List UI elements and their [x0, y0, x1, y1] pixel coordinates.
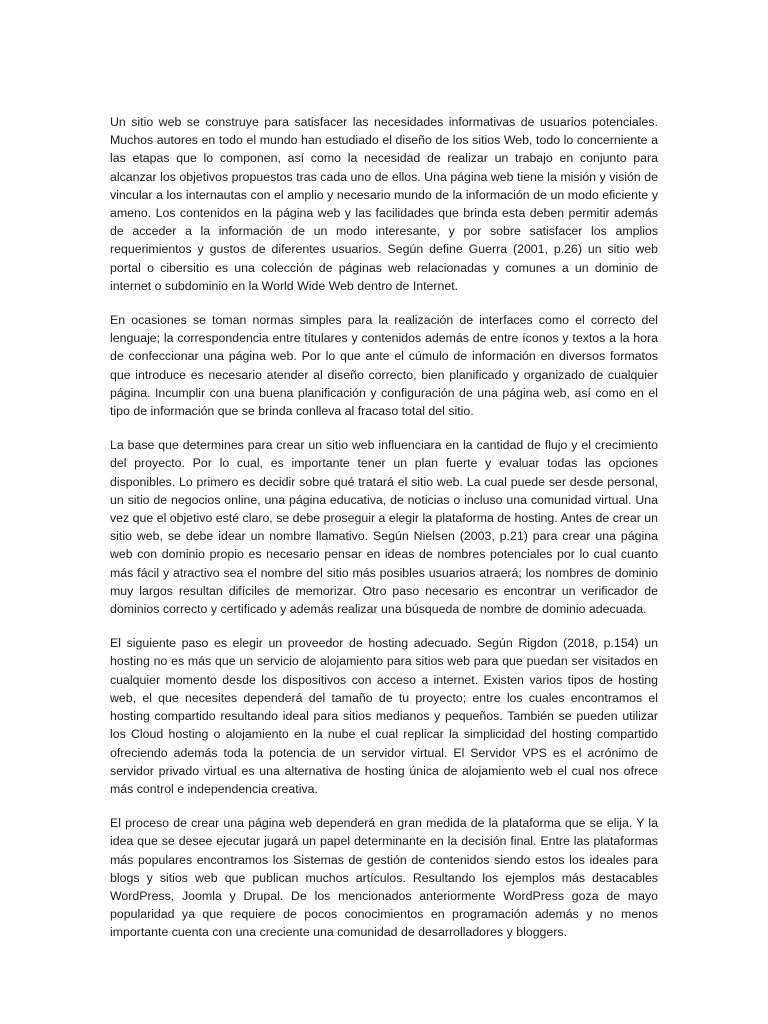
paragraph-2: En ocasiones se toman normas simples para la realización de interfaces como el correcto del lenguaje; la correspondencia entre titulares y contenidos además de entre íconos y textos a la hora de confeccionar una página web. Por lo que ante el cúmulo de información en diversos formatos que introduce es necesario atender al diseño correcto, bien planificado y organizado de cualquier página. Incumplir con una buena planificación y configuración de una página web, así como en el tipo de información que se brinda conlleva al fracaso total del sitio. [110, 313, 658, 419]
paragraph-5: El proceso de crear una página web dependerá en gran medida de la plataforma que se elija. Y la idea que se desee ejecutar jugará un papel determinante en la decisión final. Entre las plataformas más populares encontramos los Sistemas de gestión de contenidos siendo estos los ideales para blogs y sitios web que publican muchos artículos. Resultando los ejemplos más destacables WordPress, Joomla y Drupal. De los mencionados anteriormente WordPress goza de mayo popularidad ya que requiere de pocos conocimientos en programación además y no menos importante cuenta con una creciente una comunidad de desarrolladores y bloggers. [110, 816, 658, 940]
paragraph-1: Un sitio web se construye para satisfacer las necesidades informativas de usuarios potenciales. Muchos autores en todo el mundo han estudiado el diseño de los sitios Web, todo lo concerniente a las etapas que lo componen, así como la necesidad de realizar un trabajo en conjunto para alcanzar los objetivos propuestos tras cada uno de ellos. Una página web tiene la misión y visión de vincular a los internautas con el amplio y necesario mundo de la información de un modo eficiente y ameno. Los contenidos en la página web y las facilidades que brinda esta deben permitir además de acceder a la información de un modo interesante, y por sobre satisfacer los amplios requerimientos y gustos de diferentes usuarios. Según define Guerra (2001, p.26) un sitio web portal o cibersitio es una colección de páginas web relacionadas y comunes a un dominio de internet o subdominio en la World Wide Web dentro de Internet. [110, 115, 658, 293]
paragraph-3: La base que determines para crear un sitio web influenciara en la cantidad de flujo y el crecimiento del proyecto. Por lo cual, es importante tener un plan fuerte y evaluar todas las opciones disponibles. Lo primero es decidir sobre qué tratará el sitio web. La cual puede ser desde personal, un sitio de negocios online, una página educativa, de noticias o incluso una comunidad virtual. Una vez que el objetivo esté claro, se debe proseguir a elegir la plataforma de hosting. Antes de crear un sitio web, se debe idear un nombre llamativo. Según Nielsen (2003, p.21) para crear una página web con dominio propio es necesario pensar en ideas de nombres potenciales por lo cual cuanto más fácil y atractivo sea el nombre del sitio más posibles usuarios atraerá; los nombres de dominio muy largos resultan difíciles de memorizar. Otro paso necesario es encontrar un verificador de dominios correcto y certificado y además realizar una búsqueda de nombre de dominio adecuada. [110, 438, 658, 617]
paragraph-4: El siguiente paso es elegir un proveedor de hosting adecuado. Según Rigdon (2018, p.154) un hosting no es más que un servicio de alojamiento para sitios web para que puedan ser visitados en cualquier momento desde los dispositivos con acceso a internet. Existen varios tipos de hosting web, el que necesites dependerá del tamaño de tu proyecto; entre los cuales encontramos el hosting compartido resultando ideal para sitios medianos y pequeños. También se pueden utilizar los Cloud hosting o alojamiento en la nube el cual replicar la simplicidad del hosting compartido ofreciendo además toda la potencia de un servidor virtual. El Servidor VPS es el acrónimo de servidor privado virtual es una alternativa de hosting única de alojamiento web el cual nos ofrece más control e independencia creativa. [110, 636, 658, 796]
document-body [110, 113, 658, 942]
